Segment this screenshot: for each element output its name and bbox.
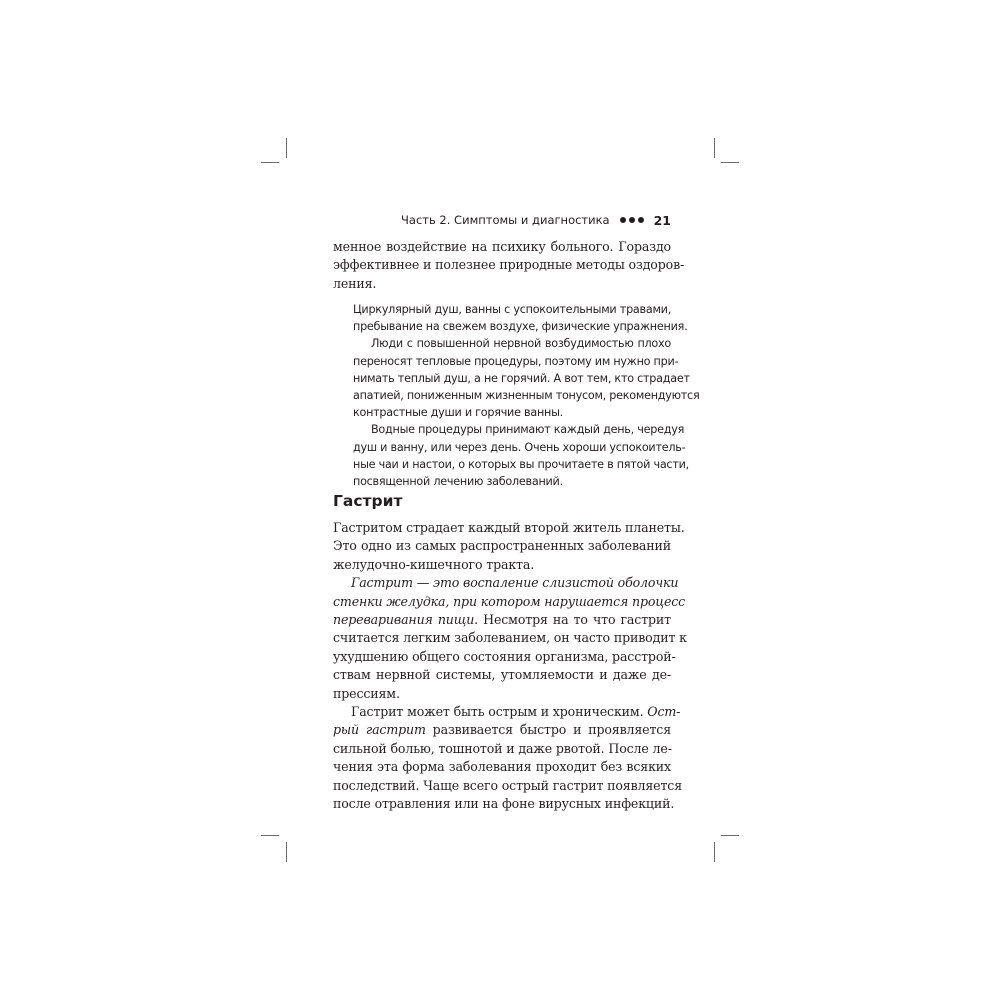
italic-text: стенки желудка, при котором нарушается процесс [333, 593, 686, 609]
crop-mark [714, 842, 715, 862]
text-line: ствам нервной системы, утомляемости и даже де- [333, 667, 671, 683]
text-line: пребывание на свежем воздухе, физические упражнения. [353, 320, 688, 334]
text-line: ухудшению общего состояния организма, расстрой- [333, 648, 676, 664]
crop-mark [721, 162, 739, 163]
text-line: желудочно-кишечного тракта. [333, 556, 535, 572]
italic-text: Гастрит — это воспаление слизистой оболочки [351, 575, 679, 591]
text-line: Это одно из самых распространенных заболеваний [333, 538, 671, 554]
crop-mark [714, 138, 715, 158]
text-line: апатией, пониженным жизненным тонусом, рекомендуются [353, 389, 700, 403]
running-head [333, 211, 671, 229]
italic-text: переваривания пищи [333, 612, 475, 628]
text-line: ления. [333, 275, 377, 291]
running-title: Часть 2. Симптомы и диагностика [401, 213, 610, 227]
text-run: развивается быстро и проявляется [425, 722, 671, 738]
italic-text: рый гастрит [333, 722, 426, 738]
crop-mark [286, 842, 287, 862]
body-text [333, 519, 687, 814]
text-run: Гастрит может быть острым и хроническим. [351, 704, 648, 720]
text-line: считается легким заболеванием, он часто приводит к [333, 630, 687, 646]
intro-paragraph [333, 238, 685, 293]
page-number: 21 [653, 212, 671, 228]
text-line: прессиям. [333, 685, 400, 701]
text-run: . Несмотря на то что гастрит [474, 612, 671, 628]
crop-mark [261, 162, 279, 163]
text-line: после отравления или на фоне вирусных инфекций. [333, 796, 675, 812]
text-line [333, 593, 686, 611]
text-line: менное воздействие на психику больного. Гораздо [333, 239, 671, 254]
text-line: контрастные души и горячие ванны. [353, 406, 563, 420]
text-line [333, 703, 681, 721]
text-line: Водные процедуры принимают каждый день, чередуя [371, 423, 685, 437]
text-line: ные чаи и настои, о которых вы прочитаете в пятой части, [353, 457, 689, 471]
text-line: Люди с повышенной нервной возбудимостью плохо [371, 337, 671, 351]
aside-block [353, 301, 700, 490]
text-line: эффективнее и полезнее природные методы оздоров- [333, 257, 685, 273]
text-line: нимать теплый душ, а не горячий. А вот тем, кто страдает [353, 371, 690, 385]
text-line: сильной болью, тошнотой и даже рвотой. После ле- [333, 740, 672, 756]
text-line [333, 574, 679, 592]
text-line [333, 721, 671, 739]
crop-mark [721, 835, 739, 836]
text-line: чения эта форма заболевания проходит без всяких [333, 759, 671, 775]
text-line: посвященной лечению заболеваний. [353, 475, 563, 489]
text-line [333, 611, 671, 629]
crop-mark [286, 138, 287, 158]
dots-ornament [620, 217, 644, 223]
section-heading: Гастрит [333, 492, 403, 510]
crop-mark [261, 835, 279, 836]
italic-text: Ост- [647, 704, 681, 720]
text-line: переносят тепловые процедуры, поэтому им нужно при- [353, 354, 679, 368]
text-line: душ и ванну, или через день. Очень хороши успокоитель- [353, 440, 686, 454]
text-line: последствий. Чаще всего острый гастрит появляется [333, 777, 682, 793]
text-line: Гастритом страдает каждый второй житель планеты. [333, 520, 685, 535]
text-line: Циркулярный душ, ванны с успокоительными травами, [353, 303, 671, 316]
